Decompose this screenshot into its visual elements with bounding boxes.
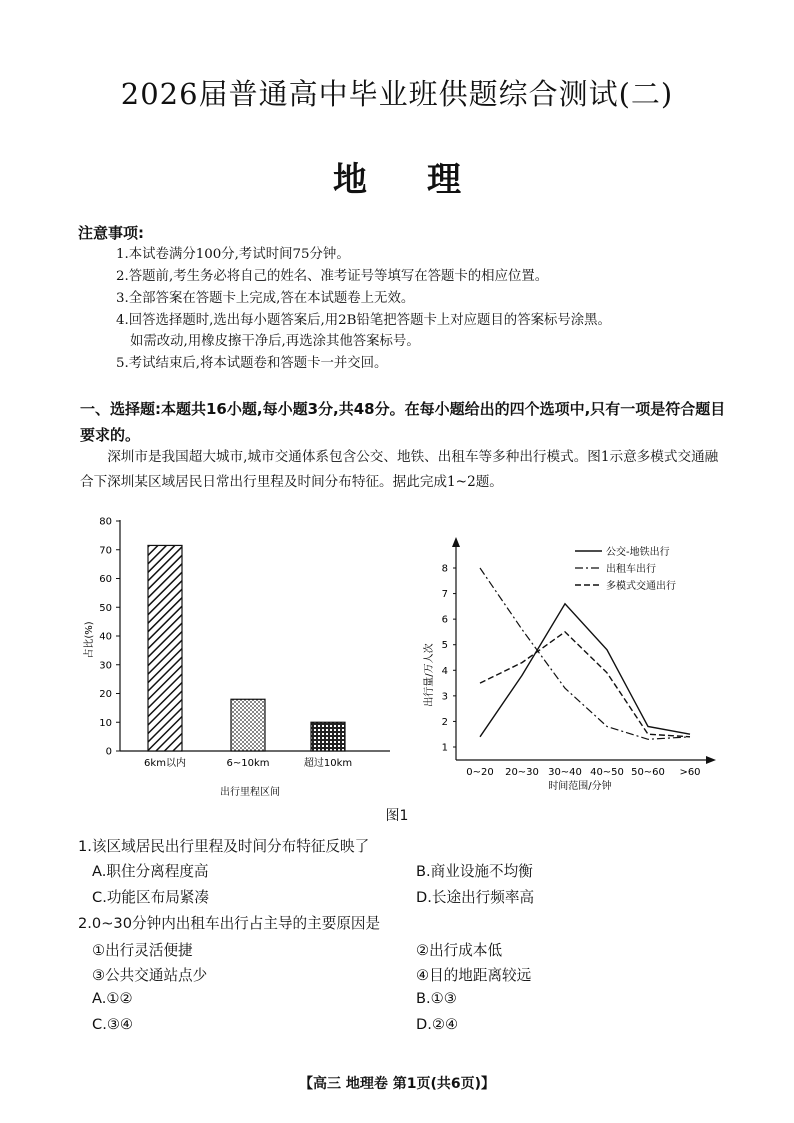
bar-ytick-label: 0 bbox=[105, 746, 112, 758]
bar-ylabel: 占比(%) bbox=[84, 621, 95, 659]
line-ylabel: 出行量/万人次 bbox=[424, 643, 435, 707]
line-category-label: 30~40 bbox=[548, 767, 582, 778]
notice-item: 如需改动,用橡皮擦干净后,再选涂其他答案标号。 bbox=[130, 334, 420, 349]
q2-statement-2: ②出行成本低 bbox=[416, 942, 503, 959]
bar-ytick-label: 20 bbox=[99, 689, 112, 700]
question-1-stem: 1.该区域居民出行里程及时间分布特征反映了 bbox=[78, 838, 370, 855]
line-ytick-label: 1 bbox=[441, 742, 448, 754]
intro-paragraph: 深圳市是我国超大城市,城市交通体系包含公交、地铁、出租车等多种出行模式。图1示意多模式交通融合下深圳某区域居民日常出行里程及时间分布特征。据此完成1~2题。 bbox=[80, 449, 719, 490]
line-ytick-label: 4 bbox=[441, 665, 448, 677]
q2-option-b: B.①③ bbox=[416, 990, 457, 1007]
line-ytick-label: 8 bbox=[441, 563, 448, 575]
series-bus-metro bbox=[480, 604, 690, 737]
q1-option-c: C.功能区布局紧凑 bbox=[92, 889, 209, 906]
bar-category-label: 6~10km bbox=[226, 758, 270, 769]
q2-option-c: C.③④ bbox=[92, 1016, 133, 1033]
q2-option-a: A.①② bbox=[92, 990, 133, 1007]
bar-ytick-label: 70 bbox=[99, 545, 112, 557]
subject-char-2: 理 bbox=[427, 160, 461, 200]
bar-category-label: 超过10km bbox=[303, 758, 353, 769]
bar-ytick-label: 30 bbox=[99, 660, 112, 672]
legend-multimodal: 多模式交通出行 bbox=[606, 581, 676, 592]
line-category-label: >60 bbox=[679, 767, 701, 778]
q2-statement-3: ③公共交通站点少 bbox=[92, 967, 208, 984]
notice-item: 4.回答选择题时,选出每小题答案后,用2B铅笔把答题卡上对应题目的答案标号涂黑。 bbox=[116, 313, 611, 328]
bar-chart bbox=[70, 505, 400, 805]
line-ytick-label: 3 bbox=[441, 691, 448, 703]
bar-ytick-label: 40 bbox=[99, 631, 112, 643]
bar-ytick-label: 60 bbox=[99, 574, 112, 585]
q1-option-a: A.职住分离程度高 bbox=[92, 863, 209, 880]
bar bbox=[231, 699, 265, 751]
bar-category-label: 6km以内 bbox=[144, 758, 186, 769]
bar-ytick-label: 10 bbox=[99, 717, 112, 729]
notice-heading: 注意事项: bbox=[78, 224, 144, 242]
line-chart bbox=[410, 535, 720, 805]
line-category-label: 40~50 bbox=[590, 767, 624, 778]
notice-item: 1.本试卷满分100分,考试时间75分钟。 bbox=[116, 247, 350, 262]
series-taxi bbox=[480, 568, 690, 739]
line-ytick-label: 7 bbox=[441, 589, 448, 601]
q1-option-b: B.商业设施不均衡 bbox=[416, 863, 533, 880]
section-heading: 一、选择题:本题共16小题,每小题3分,共48分。在每小题给出的四个选项中,只有一项是符合题目要求的。 bbox=[80, 400, 726, 444]
bar-ytick-label: 80 bbox=[99, 516, 112, 528]
line-ytick-label: 5 bbox=[441, 640, 448, 652]
line-ytick-label: 6 bbox=[441, 614, 448, 626]
series-multimodal bbox=[480, 632, 690, 737]
bar-xlabel: 出行里程区间 bbox=[220, 787, 280, 798]
notice-item: 5.考试结束后,将本试题卷和答题卡一并交回。 bbox=[116, 356, 388, 371]
bar bbox=[311, 722, 345, 751]
bar bbox=[148, 545, 182, 751]
subject-title bbox=[0, 152, 794, 201]
subject-char-1: 地 bbox=[333, 160, 367, 200]
q1-option-d: D.长途出行频率高 bbox=[416, 889, 535, 906]
line-xlabel: 时间范围/分钟 bbox=[548, 781, 612, 792]
legend-bus-metro: 公交-地铁出行 bbox=[606, 547, 670, 558]
exam-title: 2026届普通高中毕业班供题综合测试(二) bbox=[120, 77, 674, 111]
page-footer: 【高三 地理卷 第1页(共6页)】 bbox=[298, 1076, 496, 1092]
notice-item: 3.全部答案在答题卡上完成,答在本试题卷上无效。 bbox=[116, 291, 415, 306]
legend-taxi: 出租车出行 bbox=[606, 564, 656, 575]
q2-statement-1: ①出行灵活便捷 bbox=[92, 942, 193, 959]
line-ytick-label: 2 bbox=[441, 716, 448, 728]
line-category-label: 20~30 bbox=[505, 767, 539, 778]
figure-label: 图1 bbox=[385, 808, 409, 824]
line-category-label: 0~20 bbox=[466, 767, 494, 778]
bar-ytick-label: 50 bbox=[99, 602, 112, 614]
question-2-stem: 2.0~30分钟内出租车出行占主导的主要原因是 bbox=[78, 915, 381, 932]
line-category-label: 50~60 bbox=[631, 767, 665, 778]
q2-option-d: D.②④ bbox=[416, 1016, 459, 1033]
notice-item: 2.答题前,考生务必将自己的姓名、准考证号等填写在答题卡的相应位置。 bbox=[116, 269, 549, 284]
line-legend bbox=[575, 545, 676, 592]
q2-statement-4: ④目的地距离较远 bbox=[416, 967, 532, 984]
